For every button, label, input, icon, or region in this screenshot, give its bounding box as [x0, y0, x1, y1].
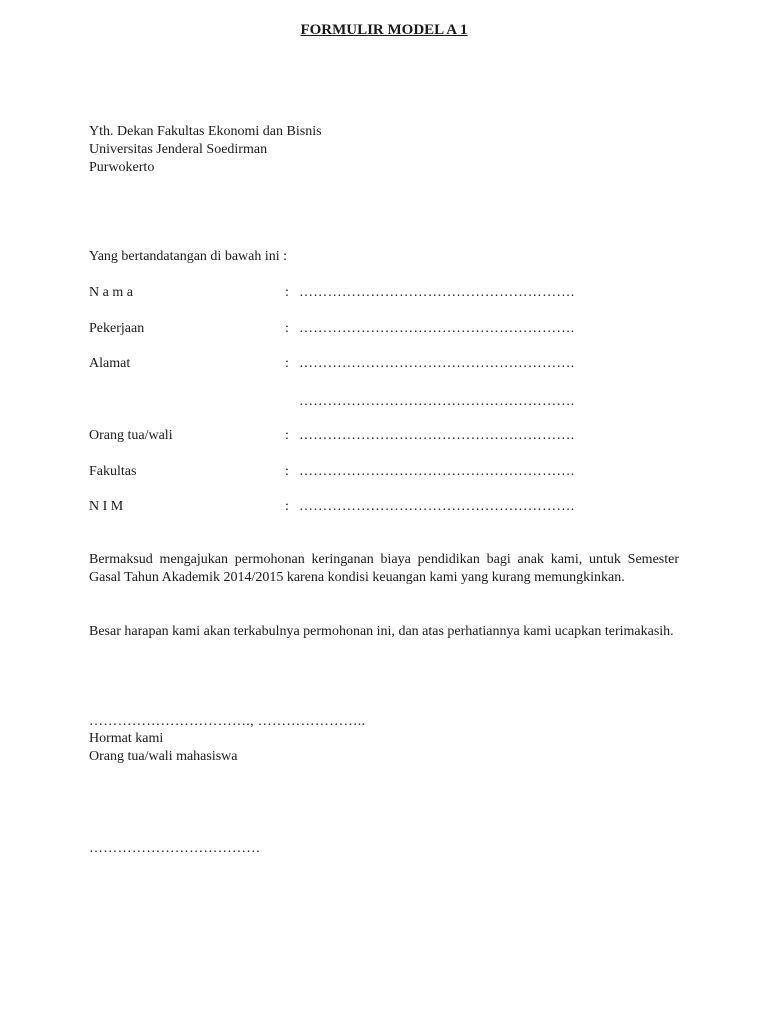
field-label-nim: N I M	[89, 499, 124, 514]
request-paragraph: Bermaksud mengajukan permohonan keringanan biaya pendidikan bagi anak kami, untuk Semester Gasal Tahun Akademik 2014/2015 karena kondisi keuangan kami yang kurang memungkinkan.	[89, 552, 679, 585]
field-blank-alamat-2[interactable]: ………………………………………………….	[299, 394, 575, 409]
field-blank-orang-tua[interactable]: ………………………………………………….	[299, 428, 575, 443]
field-colon: :	[285, 464, 289, 479]
field-blank-nama[interactable]: ………………………………………………….	[299, 285, 575, 300]
field-blank-nim[interactable]: ………………………………………………….	[299, 499, 575, 514]
signatory-role: Orang tua/wali mahasiswa	[89, 749, 238, 764]
field-colon: :	[285, 356, 289, 371]
field-blank-alamat[interactable]: ………………………………………………….	[299, 356, 575, 371]
field-blank-fakultas[interactable]: ………………………………………………….	[299, 464, 575, 479]
intro-text: Yang bertandatangan di bawah ini :	[89, 249, 288, 264]
field-label-pekerjaan: Pekerjaan	[89, 321, 145, 336]
form-title: FORMULIR MODEL A 1	[300, 22, 468, 38]
recipient-line-2: Universitas Jenderal Soedirman	[89, 142, 268, 157]
field-label-nama: N a m a	[89, 285, 133, 300]
recipient-line-3: Purwokerto	[89, 160, 155, 175]
signature-name-blank[interactable]: ………………………………	[89, 841, 261, 856]
place-date-blank[interactable]: ……………………………., …………………..	[89, 714, 366, 729]
field-label-fakultas: Fakultas	[89, 464, 137, 479]
closing-paragraph: Besar harapan kami akan terkabulnya permohonan ini, dan atas perhatiannya kami ucapkan terimakasih.	[89, 624, 674, 639]
field-label-alamat: Alamat	[89, 356, 131, 371]
field-colon: :	[285, 499, 289, 514]
field-colon: :	[285, 428, 289, 443]
field-label-orang-tua: Orang tua/wali	[89, 428, 173, 443]
field-colon: :	[285, 285, 289, 300]
field-blank-pekerjaan[interactable]: ………………………………………………….	[299, 321, 575, 336]
recipient-line-1: Yth. Dekan Fakultas Ekonomi dan Bisnis	[89, 124, 322, 139]
field-colon: :	[285, 321, 289, 336]
closing-salutation: Hormat kami	[89, 731, 164, 746]
